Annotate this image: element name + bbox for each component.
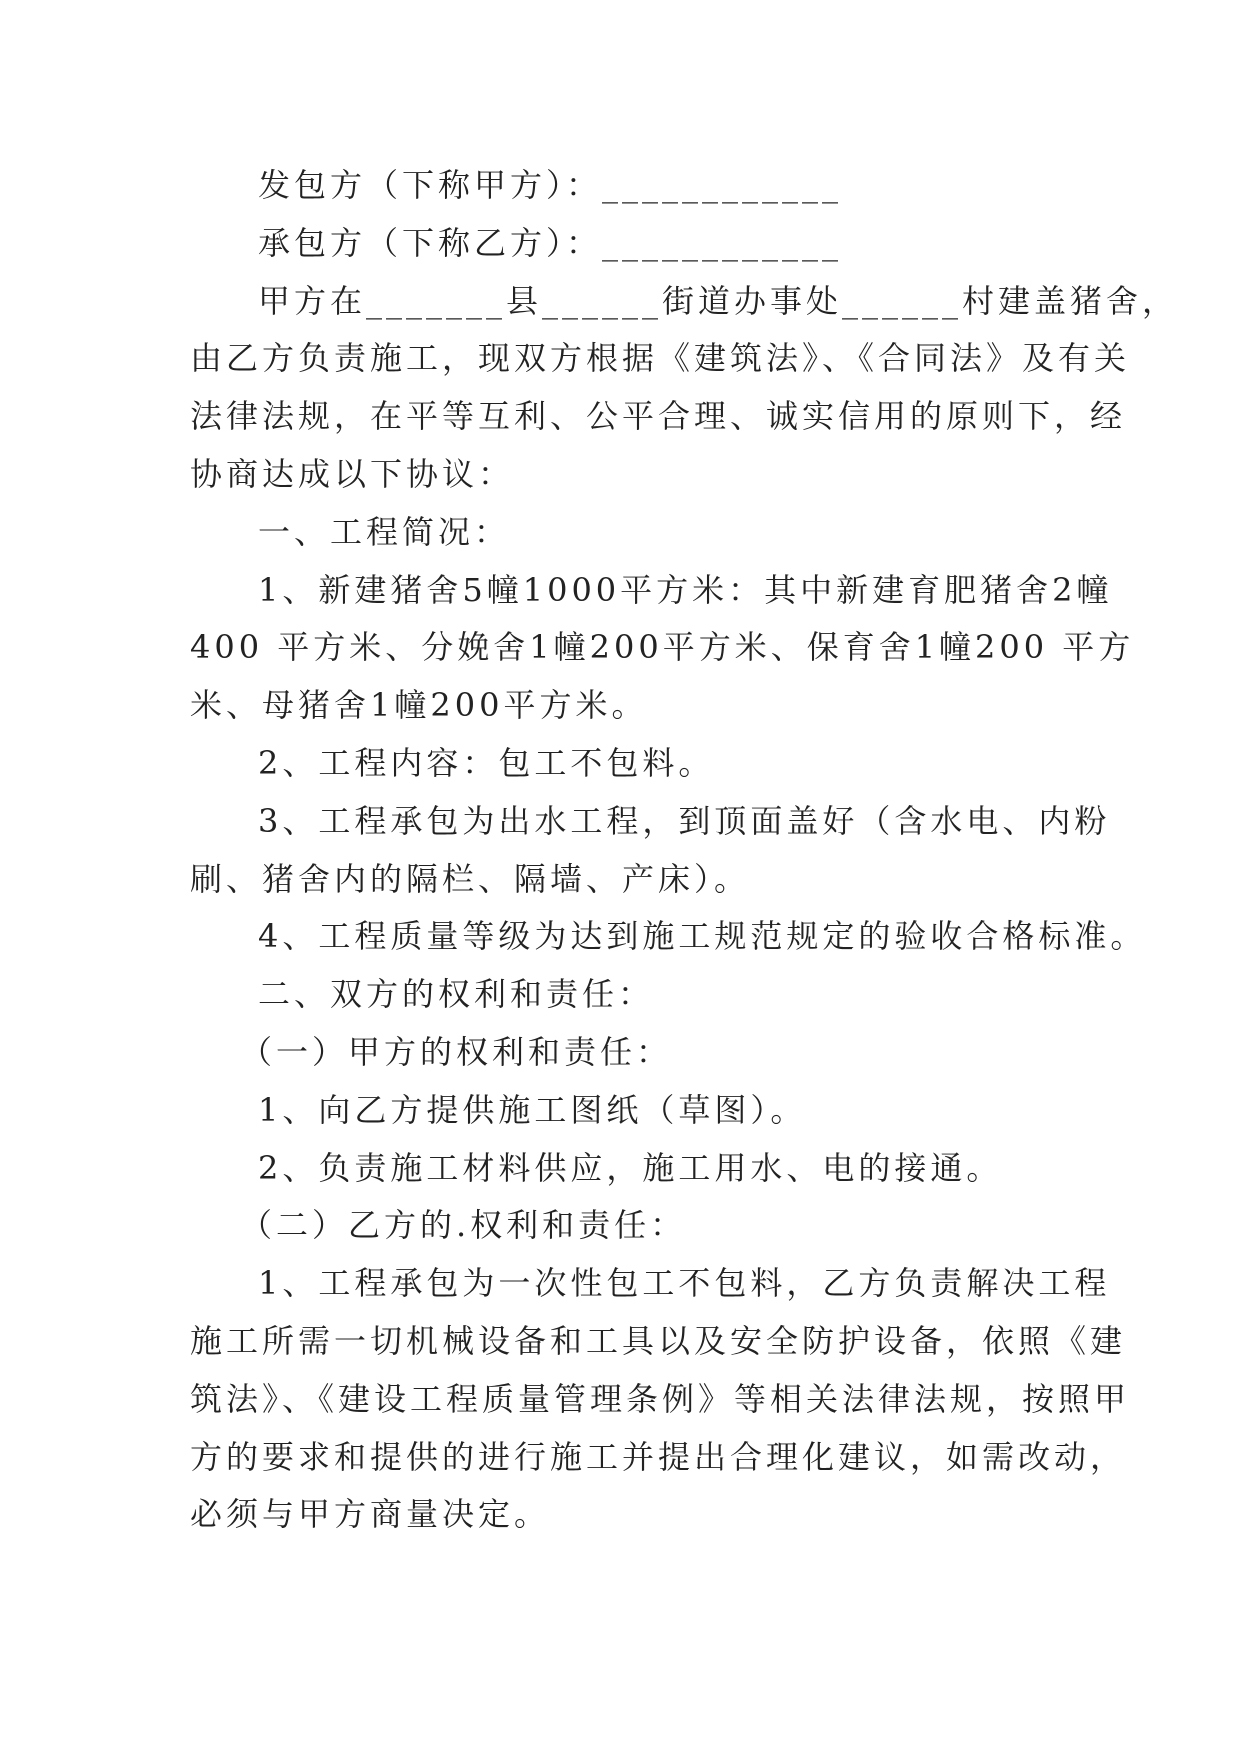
paragraph-line: 施工所需一切机械设备和工具以及安全防护设备，依照《建 [190, 1321, 1127, 1360]
contract-body [190, 157, 1179, 1544]
paragraph-line: 协商达成以下协议： [190, 454, 515, 493]
paragraph-line: 2、负责施工材料供应，施工用水、电的接通。 [258, 1148, 1003, 1187]
paragraph-line: 米、母猪舍1幢200平方米。 [190, 686, 648, 725]
paragraph-line: 400 平方米、分娩舍1幢200平方米、保育舍1幢200 平方 [190, 628, 1135, 667]
paragraph-line: 1、向乙方提供施工图纸（草图）。 [258, 1090, 807, 1129]
section-heading: 一、工程简况： [258, 512, 511, 551]
paragraph-line: 由乙方负责施工，现双方根据《建筑法》、《合同法》及有关 [190, 339, 1131, 378]
paragraph-line: 甲方在_______县______街道办事处______村建盖猪舍， [258, 281, 1179, 320]
paragraph-line: 筑法》、《建设工程质量管理条例》等相关法律法规，按照甲 [190, 1379, 1131, 1418]
paragraph-line: 4、工程质量等级为达到施工规范规定的验收合格标准。 [258, 917, 1147, 956]
subsection-heading: （二）乙方的.权利和责任： [240, 1206, 687, 1245]
subsection-heading: （一）甲方的权利和责任： [240, 1032, 673, 1071]
paragraph-line: 刷、猪舍内的隔栏、隔墙、产床）。 [190, 859, 751, 898]
section-heading: 二、双方的权利和责任： [258, 975, 655, 1014]
party-b-line: 承包方（下称乙方）：____________ [258, 223, 843, 262]
paragraph-line: 3、工程承包为出水工程，到顶面盖好（含水电、内粉 [258, 801, 1111, 840]
party-a-line: 发包方（下称甲方）：____________ [258, 166, 843, 204]
paragraph-line: 必须与甲方商量决定。 [190, 1495, 551, 1534]
paragraph-line: 1、工程承包为一次性包工不包料，乙方负责解决工程 [258, 1264, 1111, 1303]
paragraph-line: 方的要求和提供的进行施工并提出合理化建议，如需改动， [190, 1437, 1127, 1476]
paragraph-line: 法律法规，在平等互利、公平合理、诚实信用的原则下，经 [190, 397, 1127, 436]
paragraph-line: 1、新建猪舍5幢1000平方米：其中新建育肥猪舍2幢 [258, 570, 1113, 609]
paragraph-line: 2、工程内容：包工不包料。 [258, 743, 715, 782]
